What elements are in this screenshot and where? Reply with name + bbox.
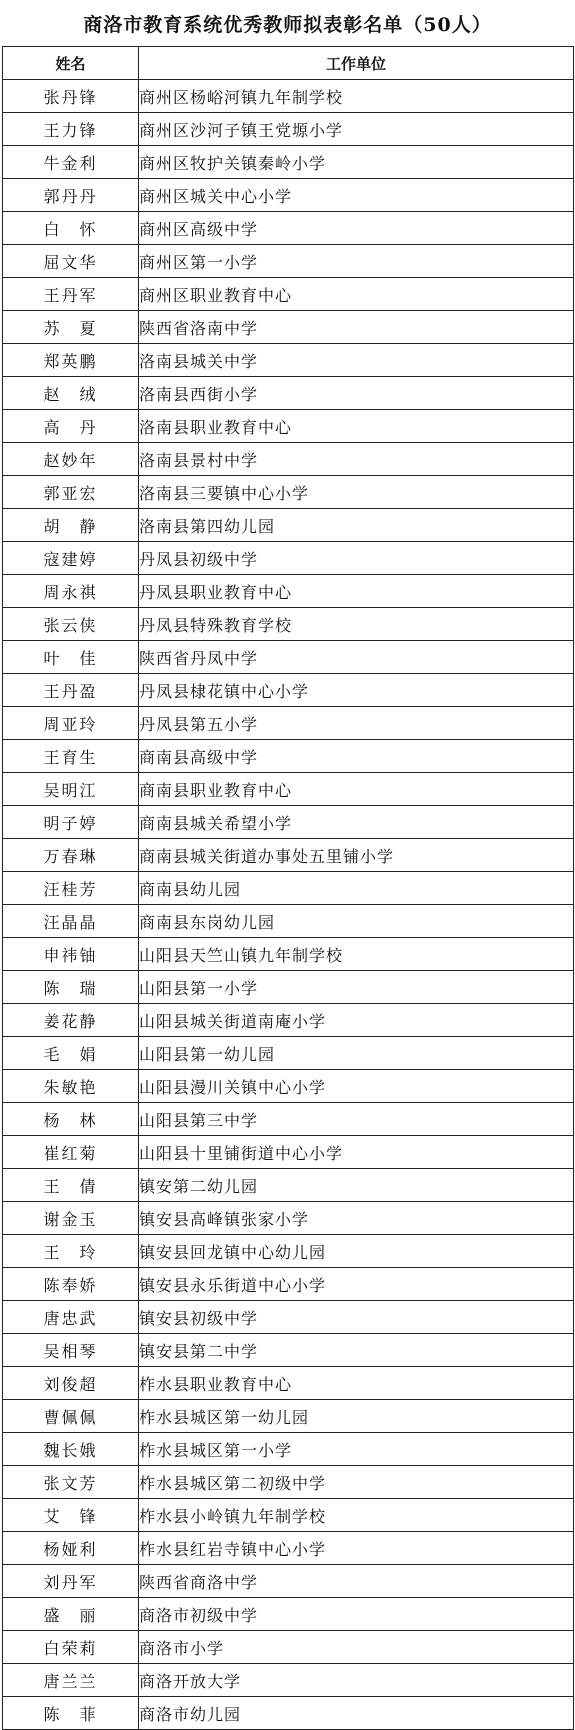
teacher-name-cell: 王 玲: [3, 1235, 139, 1268]
table-row: [3, 1235, 574, 1268]
table-row: [3, 1565, 574, 1598]
work-unit-cell: 镇安县第二中学: [139, 1334, 574, 1367]
work-unit-cell: 商南县高级中学: [139, 740, 574, 773]
work-unit-cell: 柞水县职业教育中心: [139, 1367, 574, 1400]
table-row: [3, 872, 574, 905]
teacher-name-cell: 杨娅利: [3, 1532, 139, 1565]
table-row: [3, 245, 574, 278]
table-row: [3, 1169, 574, 1202]
work-unit-cell: 陕西省商洛中学: [139, 1565, 574, 1598]
work-unit-cell: 商南县城关希望小学: [139, 806, 574, 839]
work-unit-cell: 柞水县城区第二初级中学: [139, 1466, 574, 1499]
work-unit-cell: 丹凤县棣花镇中心小学: [139, 674, 574, 707]
table-row: [3, 443, 574, 476]
work-unit-cell: 镇安县永乐街道中心小学: [139, 1268, 574, 1301]
work-unit-cell: 山阳县第三中学: [139, 1103, 574, 1136]
table-row: [3, 344, 574, 377]
teacher-name-cell: 艾 锋: [3, 1499, 139, 1532]
table-row: [3, 476, 574, 509]
table-row: [3, 542, 574, 575]
teacher-name-cell: 赵 绒: [3, 377, 139, 410]
teacher-name-cell: 张云侠: [3, 608, 139, 641]
work-unit-cell: 商州区沙河子镇王党塬小学: [139, 113, 574, 146]
table-row: [3, 311, 574, 344]
table-row: [3, 1136, 574, 1169]
work-unit-cell: 丹凤县特殊教育学校: [139, 608, 574, 641]
table-row: [3, 1037, 574, 1070]
teacher-name-cell: 王丹军: [3, 278, 139, 311]
table-row: [3, 707, 574, 740]
teacher-name-cell: 白荣莉: [3, 1631, 139, 1664]
table-body: [3, 80, 574, 1730]
table-row: [3, 1202, 574, 1235]
work-unit-cell: 商州区杨峪河镇九年制学校: [139, 80, 574, 113]
work-unit-cell: 镇安县回龙镇中心幼儿园: [139, 1235, 574, 1268]
teacher-name-cell: 唐兰兰: [3, 1664, 139, 1697]
teacher-name-cell: 谢金玉: [3, 1202, 139, 1235]
work-unit-cell: 商洛市幼儿园: [139, 1697, 574, 1730]
work-unit-cell: 山阳县第一小学: [139, 971, 574, 1004]
work-unit-cell: 洛南县第四幼儿园: [139, 509, 574, 542]
table-row: [3, 1697, 574, 1730]
column-header-name: 姓名: [3, 47, 139, 80]
work-unit-cell: 商州区城关中心小学: [139, 179, 574, 212]
table-row: [3, 839, 574, 872]
table-row: [3, 1433, 574, 1466]
teacher-list-table: [2, 46, 574, 1730]
teacher-name-cell: 周亚玲: [3, 707, 139, 740]
table-row: [3, 575, 574, 608]
table-row: [3, 674, 574, 707]
table-row: [3, 1400, 574, 1433]
teacher-name-cell: 寇建婷: [3, 542, 139, 575]
teacher-name-cell: 郭丹丹: [3, 179, 139, 212]
work-unit-cell: 柞水县小岭镇九年制学校: [139, 1499, 574, 1532]
work-unit-cell: 商南县幼儿园: [139, 872, 574, 905]
table-row: [3, 773, 574, 806]
table-row: [3, 806, 574, 839]
work-unit-cell: 商洛开放大学: [139, 1664, 574, 1697]
work-unit-cell: 商洛市小学: [139, 1631, 574, 1664]
work-unit-cell: 镇安第二幼儿园: [139, 1169, 574, 1202]
work-unit-cell: 洛南县景村中学: [139, 443, 574, 476]
table-row: [3, 641, 574, 674]
work-unit-cell: 商州区高级中学: [139, 212, 574, 245]
table-row: [3, 608, 574, 641]
table-row: [3, 1598, 574, 1631]
table-row: [3, 179, 574, 212]
column-header-unit: 工作单位: [139, 47, 574, 80]
teacher-name-cell: 王力锋: [3, 113, 139, 146]
teacher-name-cell: 汪晶晶: [3, 905, 139, 938]
teacher-name-cell: 盛 丽: [3, 1598, 139, 1631]
teacher-name-cell: 王丹盈: [3, 674, 139, 707]
teacher-name-cell: 王 倩: [3, 1169, 139, 1202]
table-row: [3, 1301, 574, 1334]
work-unit-cell: 山阳县十里铺街道中心小学: [139, 1136, 574, 1169]
table-row: [3, 971, 574, 1004]
teacher-name-cell: 万春琳: [3, 839, 139, 872]
table-row: [3, 740, 574, 773]
work-unit-cell: 洛南县职业教育中心: [139, 410, 574, 443]
teacher-name-cell: 朱敏艳: [3, 1070, 139, 1103]
teacher-name-cell: 唐忠武: [3, 1301, 139, 1334]
teacher-name-cell: 毛 娟: [3, 1037, 139, 1070]
teacher-name-cell: 苏 夏: [3, 311, 139, 344]
teacher-name-cell: 陈 菲: [3, 1697, 139, 1730]
table-header-row: [3, 47, 574, 80]
teacher-name-cell: 牛金利: [3, 146, 139, 179]
work-unit-cell: 柞水县城区第一幼儿园: [139, 1400, 574, 1433]
work-unit-cell: 洛南县三要镇中心小学: [139, 476, 574, 509]
table-row: [3, 113, 574, 146]
teacher-name-cell: 曹佩佩: [3, 1400, 139, 1433]
teacher-name-cell: 汪桂芳: [3, 872, 139, 905]
work-unit-cell: 山阳县天竺山镇九年制学校: [139, 938, 574, 971]
table-row: [3, 1103, 574, 1136]
table-row: [3, 146, 574, 179]
work-unit-cell: 陕西省丹凤中学: [139, 641, 574, 674]
table-row: [3, 278, 574, 311]
work-unit-cell: 镇安县初级中学: [139, 1301, 574, 1334]
work-unit-cell: 丹凤县初级中学: [139, 542, 574, 575]
teacher-name-cell: 魏长娥: [3, 1433, 139, 1466]
work-unit-cell: 柞水县红岩寺镇中心小学: [139, 1532, 574, 1565]
work-unit-cell: 丹凤县第五小学: [139, 707, 574, 740]
table-row: [3, 1268, 574, 1301]
teacher-name-cell: 吴相琴: [3, 1334, 139, 1367]
table-row: [3, 377, 574, 410]
work-unit-cell: 洛南县城关中学: [139, 344, 574, 377]
work-unit-cell: 山阳县漫川关镇中心小学: [139, 1070, 574, 1103]
work-unit-cell: 丹凤县职业教育中心: [139, 575, 574, 608]
work-unit-cell: 山阳县第一幼儿园: [139, 1037, 574, 1070]
table-row: [3, 1004, 574, 1037]
teacher-name-cell: 陈奉娇: [3, 1268, 139, 1301]
teacher-name-cell: 杨 林: [3, 1103, 139, 1136]
teacher-name-cell: 张文芳: [3, 1466, 139, 1499]
table-row: [3, 1499, 574, 1532]
teacher-name-cell: 胡 静: [3, 509, 139, 542]
work-unit-cell: 商州区职业教育中心: [139, 278, 574, 311]
work-unit-cell: 商州区第一小学: [139, 245, 574, 278]
table-row: [3, 80, 574, 113]
work-unit-cell: 山阳县城关街道南庵小学: [139, 1004, 574, 1037]
teacher-name-cell: 屈文华: [3, 245, 139, 278]
teacher-name-cell: 姜花静: [3, 1004, 139, 1037]
table-row: [3, 410, 574, 443]
work-unit-cell: 陕西省洛南中学: [139, 311, 574, 344]
work-unit-cell: 商南县城关街道办事处五里铺小学: [139, 839, 574, 872]
teacher-name-cell: 崔红菊: [3, 1136, 139, 1169]
teacher-name-cell: 刘丹军: [3, 1565, 139, 1598]
work-unit-cell: 镇安县高峰镇张家小学: [139, 1202, 574, 1235]
table-row: [3, 1532, 574, 1565]
teacher-name-cell: 叶 佳: [3, 641, 139, 674]
table-row: [3, 1466, 574, 1499]
teacher-name-cell: 张丹锋: [3, 80, 139, 113]
work-unit-cell: 洛南县西街小学: [139, 377, 574, 410]
table-row: [3, 938, 574, 971]
table-row: [3, 1631, 574, 1664]
teacher-name-cell: 刘俊超: [3, 1367, 139, 1400]
page-title: 商洛市教育系统优秀教师拟表彰名单（50人）: [83, 13, 492, 36]
table-row: [3, 1334, 574, 1367]
teacher-name-cell: 明子婷: [3, 806, 139, 839]
teacher-name-cell: 王育生: [3, 740, 139, 773]
teacher-name-cell: 陈 瑞: [3, 971, 139, 1004]
work-unit-cell: 商洛市初级中学: [139, 1598, 574, 1631]
teacher-name-cell: 申祎铀: [3, 938, 139, 971]
work-unit-cell: 商南县职业教育中心: [139, 773, 574, 806]
work-unit-cell: 商州区牧护关镇秦岭小学: [139, 146, 574, 179]
work-unit-cell: 商南县东岗幼儿园: [139, 905, 574, 938]
table-row: [3, 1664, 574, 1697]
table-row: [3, 1367, 574, 1400]
table-row: [3, 905, 574, 938]
table-row: [3, 1070, 574, 1103]
teacher-name-cell: 郭亚宏: [3, 476, 139, 509]
teacher-name-cell: 高 丹: [3, 410, 139, 443]
teacher-name-cell: 赵妙年: [3, 443, 139, 476]
teacher-name-cell: 白 怀: [3, 212, 139, 245]
work-unit-cell: 柞水县城区第一小学: [139, 1433, 574, 1466]
table-row: [3, 212, 574, 245]
teacher-name-cell: 吴明江: [3, 773, 139, 806]
table-row: [3, 509, 574, 542]
teacher-name-cell: 周永祺: [3, 575, 139, 608]
teacher-name-cell: 郑英鹏: [3, 344, 139, 377]
